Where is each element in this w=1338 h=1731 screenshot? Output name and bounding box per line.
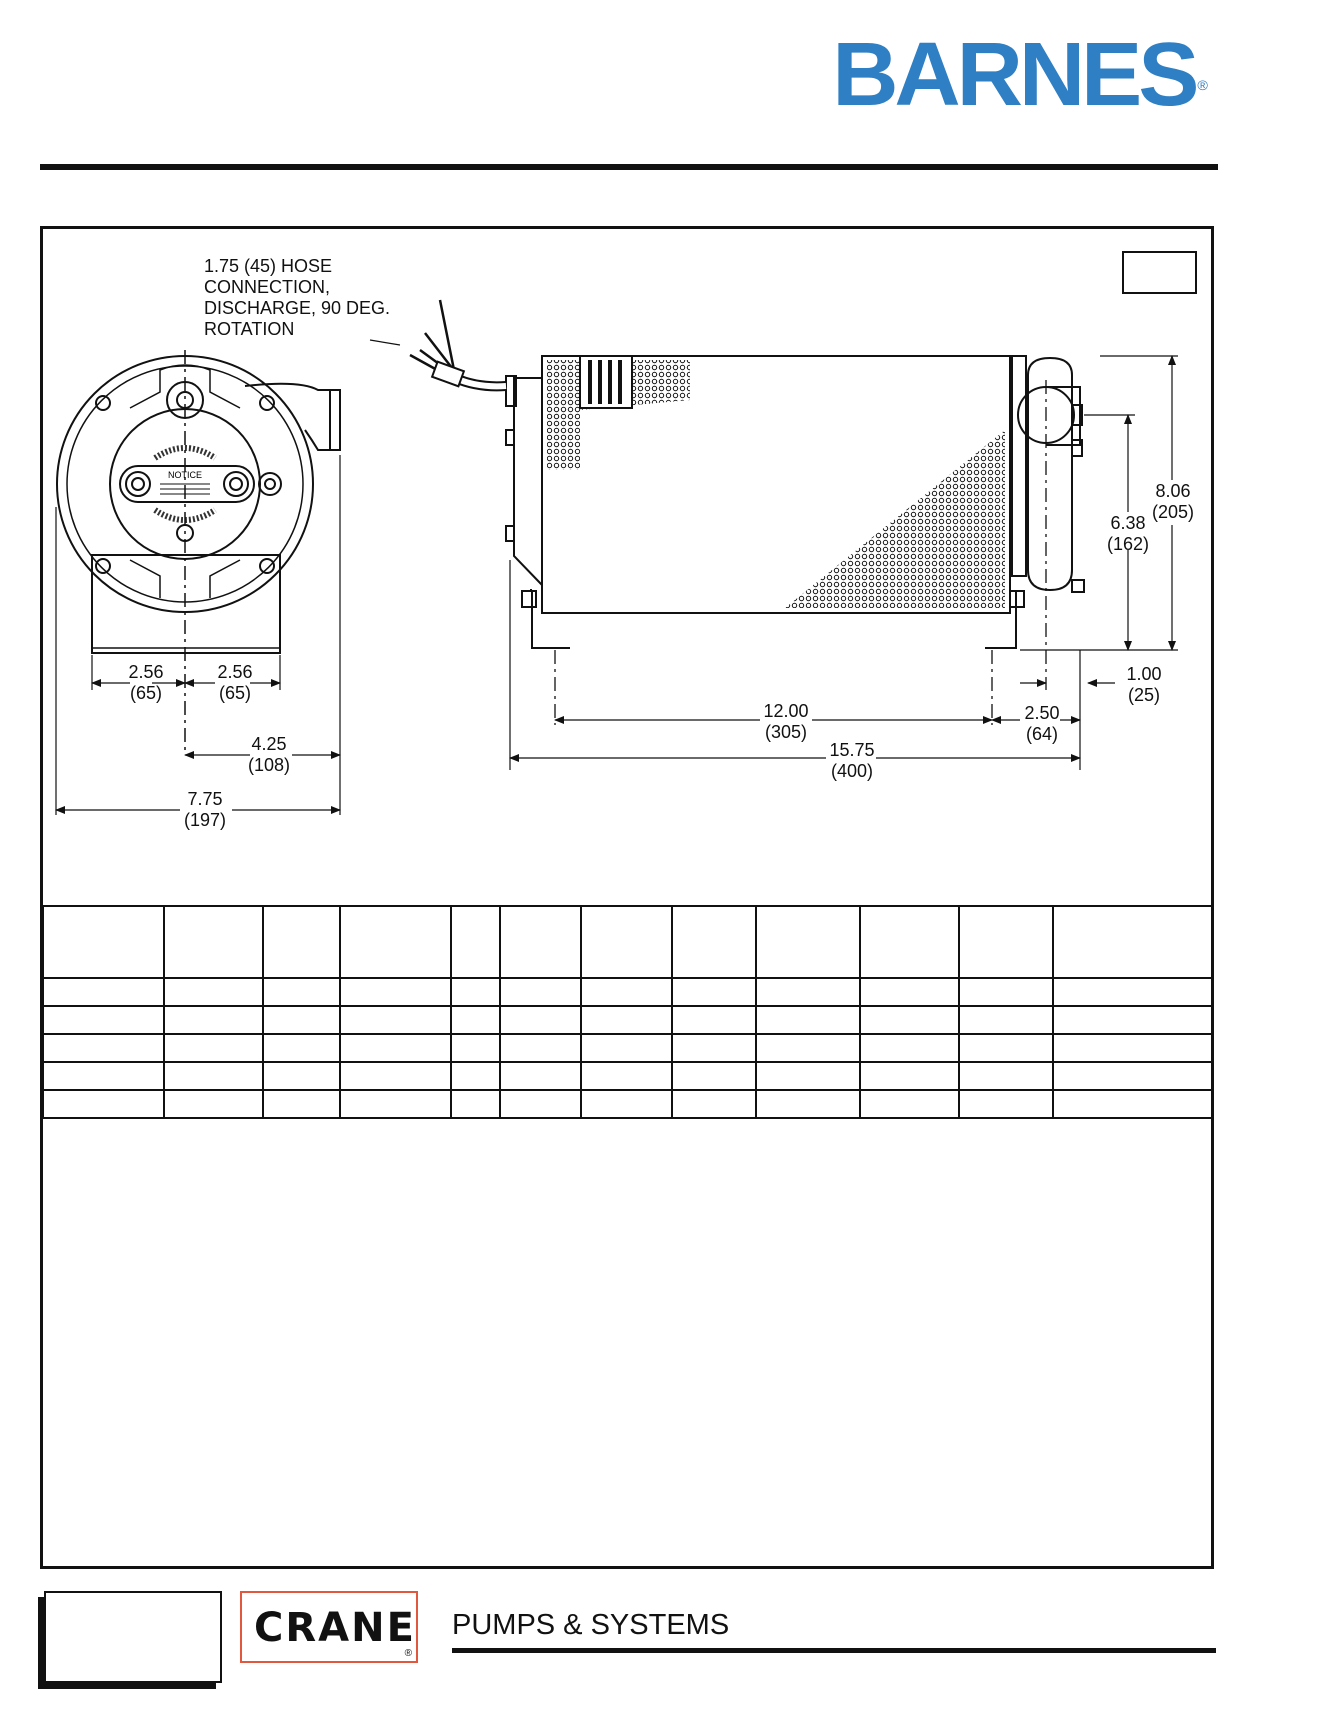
registered-mark: ® — [1197, 77, 1208, 93]
dim-inches: 15.75 — [829, 740, 875, 760]
dim-label-8-06 — [1150, 481, 1196, 523]
dim-label-1-00 — [1122, 664, 1166, 706]
dim-inches: 8.06 — [1155, 481, 1191, 501]
table-row — [43, 1090, 1213, 1118]
hose-connection-note: 1.75 (45) HOSE CONNECTION, DISCHARGE, 90 DEG. ROTATION — [204, 256, 391, 339]
nameplate-text: NOTICE — [167, 470, 203, 480]
footer-rule — [452, 1648, 1216, 1653]
dim-mm: (197) — [183, 810, 227, 830]
dim-inches: 2.56 — [217, 662, 253, 682]
crane-registered-mark: ® — [404, 1648, 412, 1659]
side-view — [410, 300, 1084, 648]
table-row — [43, 1034, 1213, 1062]
dim-mm: (162) — [1106, 534, 1150, 554]
dim-inches: 4.25 — [251, 734, 287, 754]
table-row — [43, 1062, 1213, 1090]
dim-inches: 2.56 — [128, 662, 164, 682]
table-header-row — [43, 906, 1213, 978]
crane-wordmark: CRANE — [254, 1605, 416, 1651]
page-number-box — [44, 1591, 222, 1683]
dim-inches: 1.00 — [1126, 664, 1162, 684]
dim-mm: (64) — [1025, 724, 1058, 744]
dim-label-2-50 — [1022, 703, 1062, 745]
division-name: PUMPS & SYSTEMS — [452, 1609, 730, 1641]
dim-label-2-56-left — [126, 662, 166, 704]
table-row — [43, 1006, 1213, 1034]
dim-mm: (108) — [247, 755, 291, 775]
dim-inches: 6.38 — [1110, 513, 1146, 533]
dim-label-7-75 — [182, 789, 228, 831]
dim-inches: 12.00 — [763, 701, 809, 721]
dim-inches: 2.50 — [1024, 703, 1060, 723]
front-dimension-lines — [56, 455, 340, 815]
dim-mm: (400) — [830, 761, 874, 781]
dim-mm: (65) — [218, 683, 251, 703]
table-row — [43, 978, 1213, 1006]
dim-label-15-75 — [826, 740, 878, 782]
crane-logo — [240, 1591, 418, 1663]
specification-table — [42, 905, 1214, 1119]
dim-mm: (205) — [1151, 502, 1195, 522]
dim-label-2-56-right — [215, 662, 255, 704]
brand-name: BARNES — [832, 25, 1196, 125]
dim-label-4-25 — [246, 734, 292, 776]
dim-inches: 7.75 — [187, 789, 223, 809]
front-view — [57, 356, 340, 653]
dim-mm: (25) — [1127, 685, 1160, 705]
dim-label-12-00 — [760, 701, 812, 743]
dim-label-6-38 — [1104, 513, 1152, 555]
dim-mm: (305) — [764, 722, 808, 742]
dim-mm: (65) — [129, 683, 162, 703]
